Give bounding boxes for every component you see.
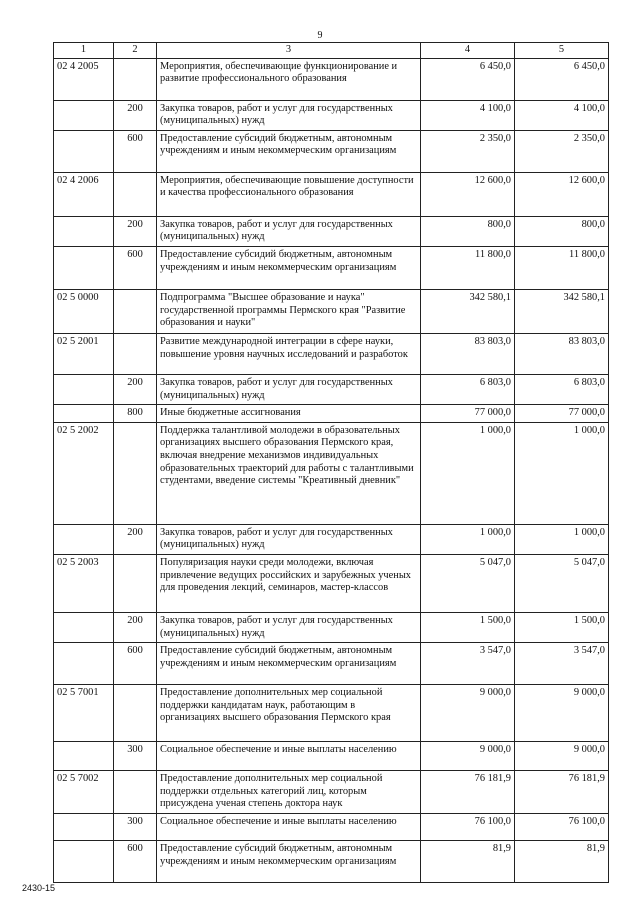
cell-amount-approved: 1 500,0 [515, 612, 609, 642]
cell-amount-2015: 6 803,0 [421, 374, 515, 404]
cell-name: Подпрограмма "Высшее образование и наука" государственной программы Пермского края "Развитие образования и науки" [157, 289, 421, 333]
cell-code [54, 405, 114, 423]
table-row [54, 612, 609, 642]
column-header: 5 [515, 43, 609, 59]
cell-name: Предоставление субсидий бюджетным, автономным учреждениям и иным некоммерческим организациям [157, 130, 421, 172]
table-row [54, 405, 609, 423]
cell-subcode: 600 [114, 246, 157, 289]
cell-amount-2015: 1 000,0 [421, 524, 515, 554]
cell-name: Предоставление субсидий бюджетным, автономным учреждениям и иным некоммерческим организациям [157, 841, 421, 883]
cell-code [54, 374, 114, 404]
cell-amount-approved: 800,0 [515, 216, 609, 246]
cell-code: 02 5 2002 [54, 422, 114, 524]
table-row [54, 246, 609, 289]
table-row [54, 216, 609, 246]
cell-amount-approved: 12 600,0 [515, 172, 609, 216]
cell-amount-2015: 76 181,9 [421, 771, 515, 814]
cell-subcode [114, 554, 157, 612]
cell-amount-approved: 2 350,0 [515, 130, 609, 172]
cell-amount-approved: 11 800,0 [515, 246, 609, 289]
cell-name: Закупка товаров, работ и услуг для государственных (муниципальных) нужд [157, 100, 421, 130]
table-row [54, 130, 609, 172]
cell-name: Поддержка талантливой молодежи в образовательных организациях высшего образования Пермского края, включая внедрение механизмов индивидуальных образовательных траекторий для работы с талантливыми студентами, введение системы "Креативный дневник" [157, 422, 421, 524]
cell-amount-2015: 77 000,0 [421, 405, 515, 423]
table-row [54, 841, 609, 883]
cell-code [54, 742, 114, 771]
cell-amount-2015: 4 100,0 [421, 100, 515, 130]
column-header: 1 [54, 43, 114, 59]
cell-code [54, 130, 114, 172]
cell-code [54, 643, 114, 685]
cell-subcode: 600 [114, 643, 157, 685]
cell-amount-2015: 3 547,0 [421, 643, 515, 685]
page-number: 9 [317, 30, 323, 41]
cell-amount-approved: 4 100,0 [515, 100, 609, 130]
cell-amount-2015: 342 580,1 [421, 289, 515, 333]
table-row [54, 172, 609, 216]
cell-name: Мероприятия, обеспечивающие функционирование и развитие профессионального образования [157, 58, 421, 100]
column-header: 2 [114, 43, 157, 59]
cell-code [54, 216, 114, 246]
cell-subcode: 800 [114, 405, 157, 423]
cell-amount-2015: 800,0 [421, 216, 515, 246]
cell-subcode [114, 333, 157, 374]
cell-name: Закупка товаров, работ и услуг для государственных (муниципальных) нужд [157, 524, 421, 554]
cell-subcode: 300 [114, 742, 157, 771]
cell-name: Иные бюджетные ассигнования [157, 405, 421, 423]
table-row [54, 58, 609, 100]
cell-amount-2015: 83 803,0 [421, 333, 515, 374]
cell-subcode: 200 [114, 612, 157, 642]
cell-subcode [114, 58, 157, 100]
table-row [54, 374, 609, 404]
cell-amount-2015: 9 000,0 [421, 742, 515, 771]
cell-subcode [114, 289, 157, 333]
cell-code [54, 524, 114, 554]
table-row [54, 289, 609, 333]
cell-code: 02 5 0000 [54, 289, 114, 333]
cell-code: 02 4 2005 [54, 58, 114, 100]
table-row [54, 100, 609, 130]
document-footer-code: 2430-15 [22, 883, 56, 893]
cell-name: Развитие международной интеграции в сфере науки, повышение уровня научных исследований и разработок [157, 333, 421, 374]
cell-amount-2015: 76 100,0 [421, 814, 515, 841]
table-row [54, 685, 609, 742]
cell-code [54, 246, 114, 289]
column-number-row [54, 43, 609, 59]
cell-name: Социальное обеспечение и иные выплаты населению [157, 814, 421, 841]
cell-amount-approved: 3 547,0 [515, 643, 609, 685]
cell-amount-approved: 5 047,0 [515, 554, 609, 612]
cell-name: Популяризация науки среди молодежи, включая привлечение ведущих российских и зарубежных ученых для проведения лекций, семинаров, мастер-классов [157, 554, 421, 612]
column-header: 4 [421, 43, 515, 59]
table-row [54, 771, 609, 814]
cell-name: Предоставление субсидий бюджетным, автономным учреждениям и иным некоммерческим организациям [157, 643, 421, 685]
table-row [54, 422, 609, 524]
cell-name: Предоставление дополнительных мер социальной поддержки отдельных категорий лиц, которым присуждена ученая степень доктора наук [157, 771, 421, 814]
cell-subcode: 200 [114, 524, 157, 554]
cell-code [54, 814, 114, 841]
cell-code [54, 841, 114, 883]
cell-subcode: 200 [114, 374, 157, 404]
cell-subcode: 600 [114, 130, 157, 172]
cell-amount-approved: 6 803,0 [515, 374, 609, 404]
cell-code [54, 612, 114, 642]
cell-code [54, 100, 114, 130]
cell-amount-approved: 1 000,0 [515, 524, 609, 554]
cell-subcode [114, 685, 157, 742]
cell-amount-2015: 6 450,0 [421, 58, 515, 100]
cell-amount-approved: 6 450,0 [515, 58, 609, 100]
cell-amount-2015: 1 000,0 [421, 422, 515, 524]
table-row [54, 333, 609, 374]
cell-amount-2015: 5 047,0 [421, 554, 515, 612]
table-body [54, 58, 609, 883]
cell-name: Мероприятия, обеспечивающие повышение доступности и качества профессионального образования [157, 172, 421, 216]
table-row [54, 742, 609, 771]
cell-name: Предоставление субсидий бюджетным, автономным учреждениям и иным некоммерческим организациям [157, 246, 421, 289]
column-header: 3 [157, 43, 421, 59]
budget-table [53, 42, 609, 883]
cell-subcode [114, 422, 157, 524]
cell-code: 02 5 7002 [54, 771, 114, 814]
cell-amount-approved: 1 000,0 [515, 422, 609, 524]
cell-code: 02 5 2001 [54, 333, 114, 374]
cell-amount-2015: 1 500,0 [421, 612, 515, 642]
cell-amount-2015: 81,9 [421, 841, 515, 883]
cell-subcode [114, 172, 157, 216]
cell-subcode [114, 771, 157, 814]
cell-name: Социальное обеспечение и иные выплаты населению [157, 742, 421, 771]
cell-subcode: 300 [114, 814, 157, 841]
cell-amount-approved: 9 000,0 [515, 685, 609, 742]
cell-code: 02 5 7001 [54, 685, 114, 742]
table-row [54, 814, 609, 841]
cell-amount-approved: 83 803,0 [515, 333, 609, 374]
cell-amount-approved: 77 000,0 [515, 405, 609, 423]
cell-subcode: 600 [114, 841, 157, 883]
cell-amount-2015: 9 000,0 [421, 685, 515, 742]
cell-name: Предоставление дополнительных мер социальной поддержки кандидатам наук, работающим в организациях высшего образования Пермского края [157, 685, 421, 742]
cell-name: Закупка товаров, работ и услуг для государственных (муниципальных) нужд [157, 216, 421, 246]
cell-amount-2015: 2 350,0 [421, 130, 515, 172]
cell-subcode: 200 [114, 216, 157, 246]
cell-amount-approved: 9 000,0 [515, 742, 609, 771]
cell-subcode: 200 [114, 100, 157, 130]
cell-amount-2015: 12 600,0 [421, 172, 515, 216]
cell-name: Закупка товаров, работ и услуг для государственных (муниципальных) нужд [157, 612, 421, 642]
cell-name: Закупка товаров, работ и услуг для государственных (муниципальных) нужд [157, 374, 421, 404]
cell-code: 02 5 2003 [54, 554, 114, 612]
table-row [54, 643, 609, 685]
table-row [54, 524, 609, 554]
cell-amount-approved: 81,9 [515, 841, 609, 883]
cell-amount-approved: 342 580,1 [515, 289, 609, 333]
table-row [54, 554, 609, 612]
cell-amount-approved: 76 181,9 [515, 771, 609, 814]
cell-amount-2015: 11 800,0 [421, 246, 515, 289]
cell-code: 02 4 2006 [54, 172, 114, 216]
cell-amount-approved: 76 100,0 [515, 814, 609, 841]
